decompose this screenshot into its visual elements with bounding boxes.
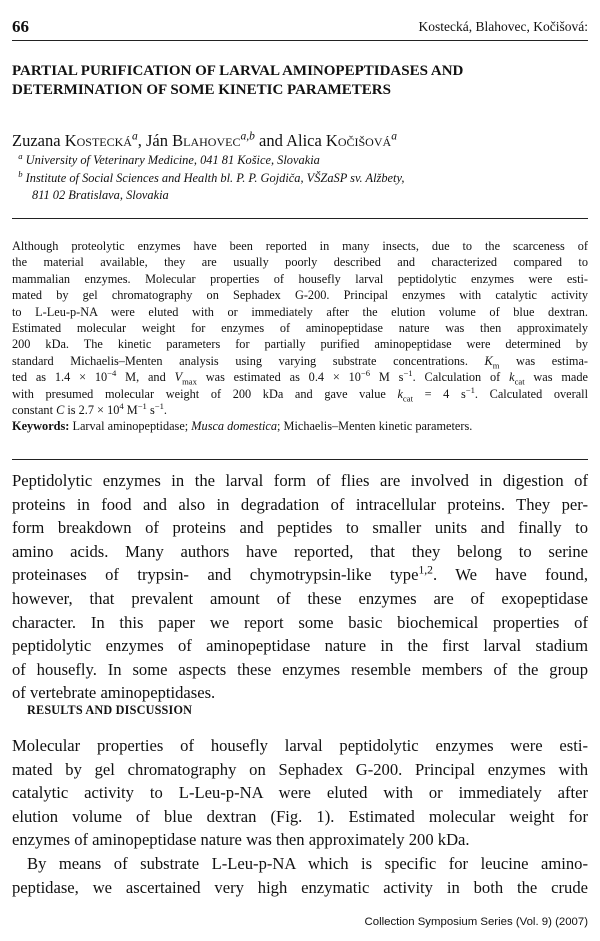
author-3-affil: a: [391, 130, 397, 143]
species-name: Musca domestica: [191, 419, 278, 434]
abstract-line: Although proteolytic enzymes have been reported in many insects, due to the scarceness of: [12, 239, 588, 253]
keywords-label: Keywords:: [12, 419, 70, 434]
body-line: peptidolytic enzymes of aminopeptidase nature in the first larval stadium: [12, 636, 588, 656]
body-line: peptidase, we ascertained very high enzymatic activity in both the crude: [12, 877, 588, 897]
title-line-2: DETERMINATION OF SOME KINETIC PARAMETERS: [12, 82, 391, 98]
article-title: [12, 62, 588, 100]
author-3-first: Alica: [286, 131, 326, 150]
title-line-1: PARTIAL PURIFICATION OF LARVAL AMINOPEPTIDASES AND: [12, 63, 464, 79]
body-line: character. In this paper we report some basic biochemical properties of: [12, 612, 588, 632]
citation-ref[interactable]: 1,2: [418, 563, 433, 577]
affiliation-b-cont: 811 02 Bratislava, Slovakia: [32, 188, 169, 202]
affiliation-b: $^b$ Institute of Social Sciences and Health bl. P. P. Gojdiča, VŠZaSP sv. Alžbety,: [18, 168, 405, 185]
abstract-line: Estimated molecular weight for enzymes of aminopeptidase nature was then approximately: [12, 321, 588, 336]
body-line: Peptidolytic enzymes in the larval form of flies are involved in digestion of: [12, 471, 588, 490]
abstract-line: to L-Leu-p-NA were eluted with or immediately after the elution volume of blue dextran.: [12, 304, 588, 319]
body-line: By means of substrate L-Leu-p-NA which is specific for leucine amino-: [27, 853, 588, 873]
body-line: Molecular properties of housefly larval peptidolytic enzymes were esti-: [12, 736, 588, 755]
body-line: amino acids. Many authors have reported, that they belong to serine: [12, 541, 588, 561]
page-footer: Collection Symposium Series (Vol. 9) (2007): [364, 916, 588, 928]
body-line: mated by gel chromatography on Sephadex G-200. Principal enzymes with: [12, 759, 588, 779]
abstract-line: mated by gel chromatography on Sephadex G-200. Principal enzymes with catalytic activity: [12, 288, 588, 303]
body-line: enzymes of aminopeptidase nature was then approximately 200 kDa.: [12, 830, 470, 850]
abstract-line: mammalian enzymes. Molecular properties of housefly larval peptidolytic enzymes were esti-: [12, 271, 588, 286]
abstract: [12, 238, 588, 435]
body-line: catalytic activity to L-Leu-p-NA were eluted with or immediately after: [12, 783, 588, 803]
author-1-affil: a: [131, 130, 138, 143]
author-2-first: Ján: [145, 131, 173, 150]
author-2-affil: a,b: [240, 130, 255, 143]
section-heading: RESULTS AND DISCUSSION: [27, 703, 193, 717]
author-1-first: Zuzana: [12, 131, 65, 150]
abstract-line: ted as $1.4 \times 10^{-4}$ M, and $V_{max}$ was estimated as $0.4 \times 10^{-6}$ M $s^{-1}$. Calculation of $k_{cat}$ was made: [12, 368, 589, 387]
abstract-line: constant C is $2.7 \times 10^4$ $M^{-1}$ $s^{-1}$.: [12, 400, 167, 418]
author-2-last: Blahovec: [172, 131, 241, 150]
page-header: [12, 17, 588, 39]
header-rule: [12, 40, 588, 41]
body-line: elution volume of blue dextran (Fig. 1). Estimated molecular weight for: [12, 806, 588, 826]
running-head: Kostecká, Blahovec, Kočišová:: [418, 19, 588, 34]
affiliations: [12, 152, 588, 205]
abstract-line: with presumed molecular weight of 200 kDa and gave value $k_{cat} = 4$ $s^{-1}$. Calculated overall: [12, 384, 588, 404]
affiliation-a: $^a$ University of Veterinary Medicine, 041 81 Košice, Slovakia: [18, 150, 320, 167]
page-number: 66: [12, 17, 29, 36]
abstract-line: 200 kDa. The kinetic parameters for partially purified aminopeptidase were determined by: [12, 337, 588, 352]
author-sep: ,: [137, 131, 146, 150]
abstract-line: standard Michaelis–Menten analysis using varying substrate concentrations. $K_m$ was estima-: [12, 353, 588, 371]
body-line: of housefly. In some aspects these enzymes resemble members of the group: [12, 659, 588, 679]
body-line: proteins in food and also in degradation of intracellular proteins. They per-: [12, 494, 588, 514]
author-1-last: Kostecká: [64, 131, 132, 150]
abstract-line: the material available, they are usually poorly described and characterized compared to: [12, 255, 588, 270]
body-line: of vertebrate aminopeptidases.: [12, 683, 216, 703]
introduction-paragraph: [12, 469, 588, 705]
author-sep: and: [254, 131, 287, 150]
body-line: proteinases of trypsin- and chymotrypsin-like type$^{1,2}$. We have found,: [12, 563, 588, 585]
body-line: form breakdown of proteins and peptides to smaller units and finally to: [12, 518, 588, 538]
results-paragraph: [12, 734, 588, 899]
body-line: however, that prevalent amount of these enzymes are of exopeptidase: [12, 588, 588, 608]
abstract-bottom-rule: [12, 459, 588, 460]
author-3-last: Kočišová: [325, 131, 392, 150]
abstract-top-rule: [12, 218, 588, 219]
author-list: [12, 131, 397, 151]
keywords: Keywords: Larval aminopeptidase; Musca domestica; Michaelis–Menten kinetic parameters.: [12, 419, 473, 434]
